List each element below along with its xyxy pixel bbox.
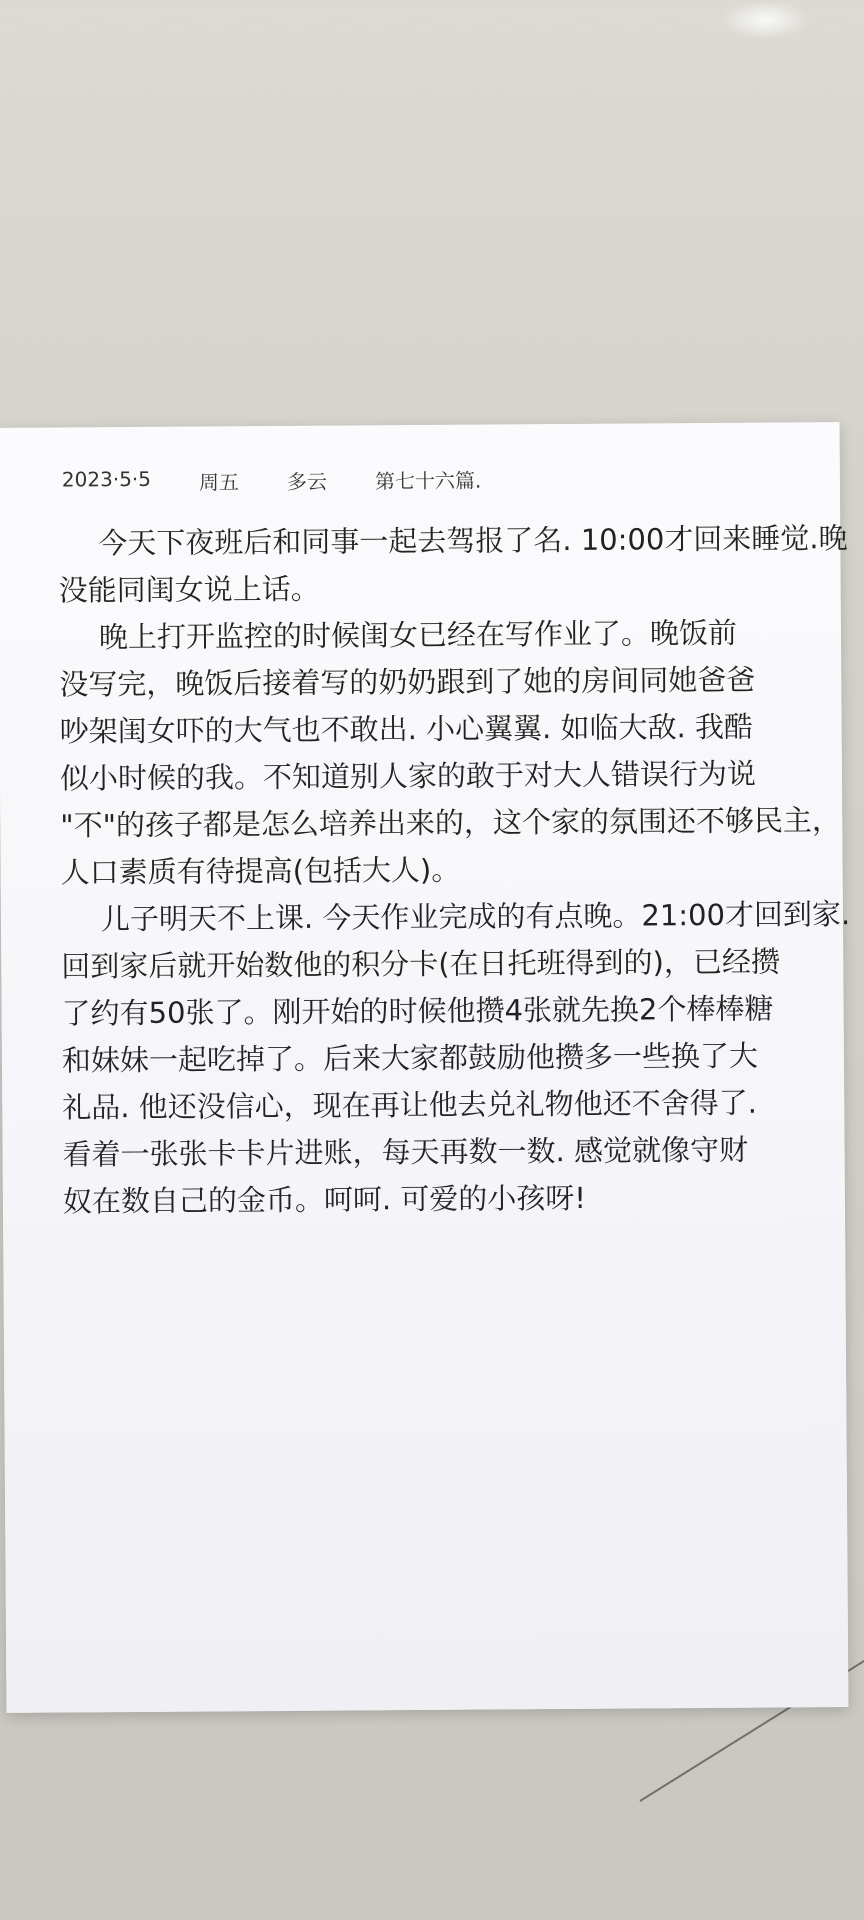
text-line: 人口素质有待提高(包括大人)。 (60, 852, 461, 890)
text-line: 了约有50张了。刚开始的时候他攒4张就先换2个棒棒糖 (61, 991, 774, 1031)
entry-weather: 多云 (286, 469, 328, 494)
text-line: 和妹妹一起吃掉了。后来大家都鼓励他攒多一些换了大 (61, 1038, 759, 1078)
paragraph-2 (59, 609, 842, 896)
entry-date: 2023·5·5 (61, 466, 152, 492)
text-line: 今天下夜班后和同事一起去驾报了名. 10:00才回来睡觉.晚 (98, 521, 848, 561)
text-line: 没能同闺女说上话。 (58, 571, 320, 608)
text-line: 礼品. 他还没信心，现在再让他去兑礼物他还不舍得了. (62, 1085, 758, 1125)
diary-page (0, 422, 851, 1713)
text-line: 回到家后就开始数他的积分卡(在日托班得到的)，已经攒 (61, 944, 781, 984)
text-line: 儿子明天不上课. 今天作业完成的有点晚。21:00才回到家. (100, 897, 851, 937)
text-line: 吵架闺女吓的大气也不敢出. 小心翼翼. 如临大敌. 我酷 (59, 709, 754, 749)
text-line: 看着一张张卡卡片进账，每天再数一数. 感觉就像守财 (62, 1132, 749, 1172)
paragraph-3 (61, 891, 851, 1225)
light-glare (720, 0, 810, 40)
text-line: 奴在数自己的金币。呵呵. 可爱的小孩呀! (62, 1180, 587, 1219)
diary-content (58, 462, 851, 1225)
diary-header (58, 462, 828, 496)
text-line: 晚上打开监控的时候闺女已经在写作业了。晚饭前 (98, 615, 738, 655)
entry-weekday: 周五 (198, 470, 240, 495)
text-line: 没写完，晚饭后接着写的奶奶跟到了她的房间同她爸爸 (59, 662, 756, 702)
text-line: 似小时候的我。不知道别人家的敢于对大人错误行为说 (59, 756, 757, 796)
entry-number: 第七十六篇. (374, 468, 482, 494)
text-line: "不"的孩子都是怎么培养出来的，这个家的氛围还不够民主， (60, 803, 842, 843)
paragraph-1 (58, 515, 848, 614)
